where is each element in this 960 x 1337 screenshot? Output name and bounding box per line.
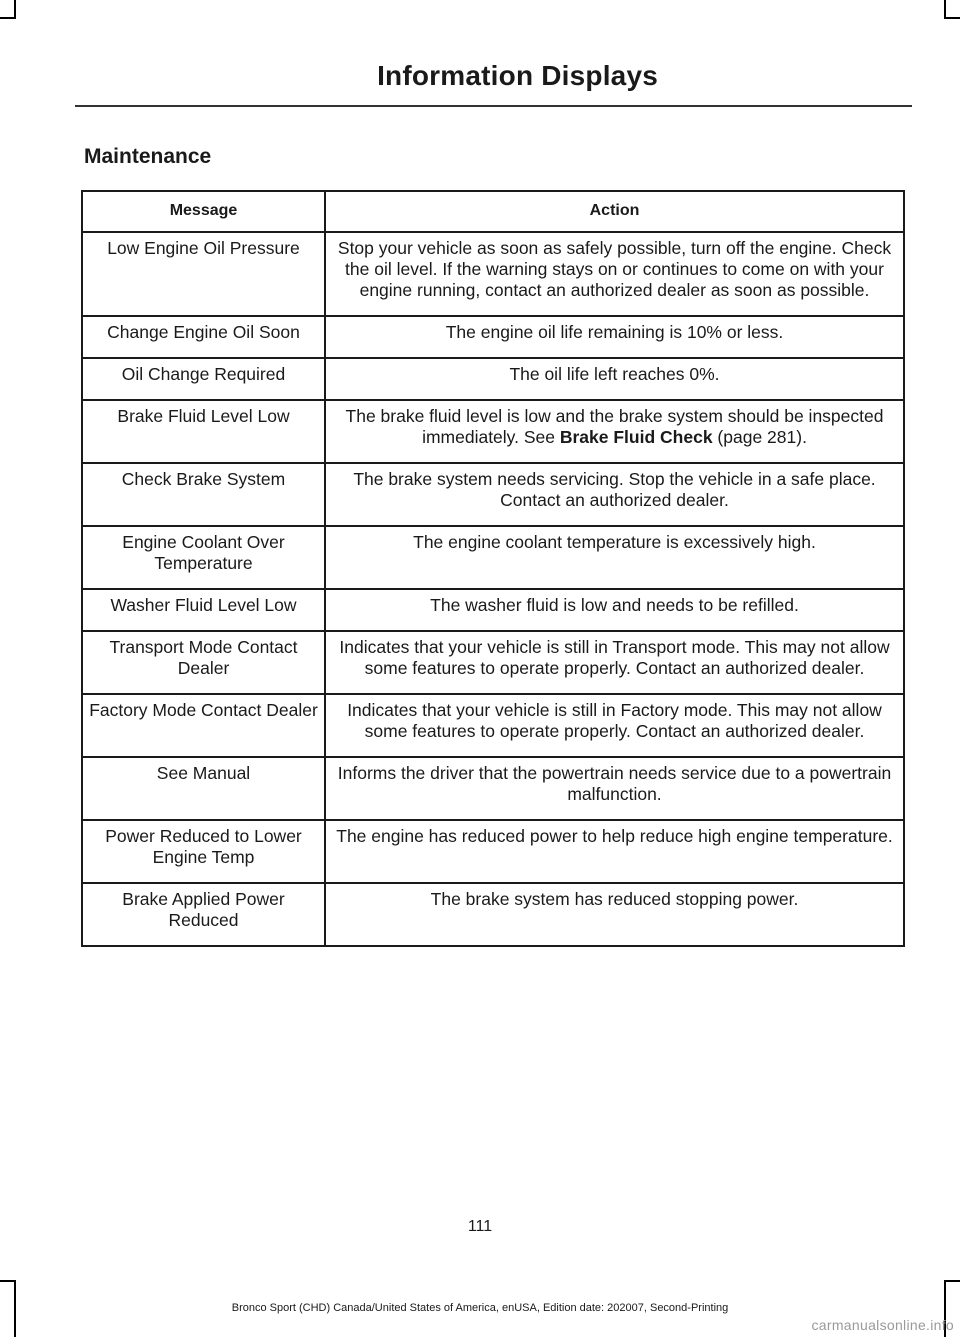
crop-mark <box>944 1280 960 1282</box>
column-header-action: Action <box>325 191 904 232</box>
column-header-message: Message <box>82 191 325 232</box>
message-cell: Brake Applied Power Reduced <box>82 883 325 946</box>
message-cell: Power Reduced to Lower Engine Temp <box>82 820 325 883</box>
crop-mark <box>0 1280 16 1282</box>
action-cell: The engine oil life remaining is 10% or less. <box>325 316 904 358</box>
message-cell: Washer Fluid Level Low <box>82 589 325 631</box>
crop-mark <box>944 17 960 19</box>
table-row <box>82 883 904 946</box>
maintenance-table <box>81 190 905 947</box>
message-cell: Engine Coolant Over Temperature <box>82 526 325 589</box>
message-cell: Check Brake System <box>82 463 325 526</box>
action-cell: The brake system has reduced stopping power. <box>325 883 904 946</box>
message-cell: Brake Fluid Level Low <box>82 400 325 463</box>
table-row <box>82 232 904 316</box>
message-cell: See Manual <box>82 757 325 820</box>
table-row <box>82 820 904 883</box>
action-cell <box>325 400 904 463</box>
table-row <box>82 463 904 526</box>
message-cell: Oil Change Required <box>82 358 325 400</box>
action-cell: The engine has reduced power to help reduce high engine temperature. <box>325 820 904 883</box>
section-title: Maintenance <box>84 145 212 168</box>
action-cell: The engine coolant temperature is excessively high. <box>325 526 904 589</box>
table-row <box>82 316 904 358</box>
table-row <box>82 694 904 757</box>
action-cell: The brake system needs servicing. Stop the vehicle in a safe place. Contact an authorized dealer. <box>325 463 904 526</box>
page-number: 111 <box>467 1218 493 1235</box>
action-cell: Indicates that your vehicle is still in Transport mode. This may not allow some features to operate properly. Contact an authorized dealer. <box>325 631 904 694</box>
table-row <box>82 589 904 631</box>
table-header-row <box>82 191 904 232</box>
table-row <box>82 631 904 694</box>
table-row <box>82 757 904 820</box>
page-header-title: Information Displays <box>377 60 658 91</box>
page-reference: (page 281). <box>712 427 807 447</box>
message-cell: Transport Mode Contact Dealer <box>82 631 325 694</box>
action-cell: The oil life left reaches 0%. <box>325 358 904 400</box>
watermark: carmanualsonline.info <box>811 1317 954 1333</box>
action-cell: Informs the driver that the powertrain needs service due to a powertrain malfunction. <box>325 757 904 820</box>
cross-reference-link[interactable]: Brake Fluid Check <box>559 427 713 447</box>
action-cell: The washer fluid is low and needs to be refilled. <box>325 589 904 631</box>
footer-edition-text: Bronco Sport (CHD) Canada/United States of America, enUSA, Edition date: 202007, Second-Printing <box>231 1302 729 1314</box>
table-row <box>82 400 904 463</box>
action-cell: Stop your vehicle as soon as safely possible, turn off the engine. Check the oil level. If the warning stays on or continues to come on with your engine running, contact an authorized dealer as soon as possible. <box>325 232 904 316</box>
action-cell: Indicates that your vehicle is still in Factory mode. This may not allow some features to operate properly. Contact an authorized dealer. <box>325 694 904 757</box>
message-cell: Low Engine Oil Pressure <box>82 232 325 316</box>
action-text: The brake fluid level is low and the brake system should be inspected immediately. See <box>345 406 884 447</box>
message-cell: Change Engine Oil Soon <box>82 316 325 358</box>
table-row <box>82 526 904 589</box>
crop-mark <box>0 17 16 19</box>
message-cell: Factory Mode Contact Dealer <box>82 694 325 757</box>
table-row <box>82 358 904 400</box>
header-divider <box>75 105 912 107</box>
